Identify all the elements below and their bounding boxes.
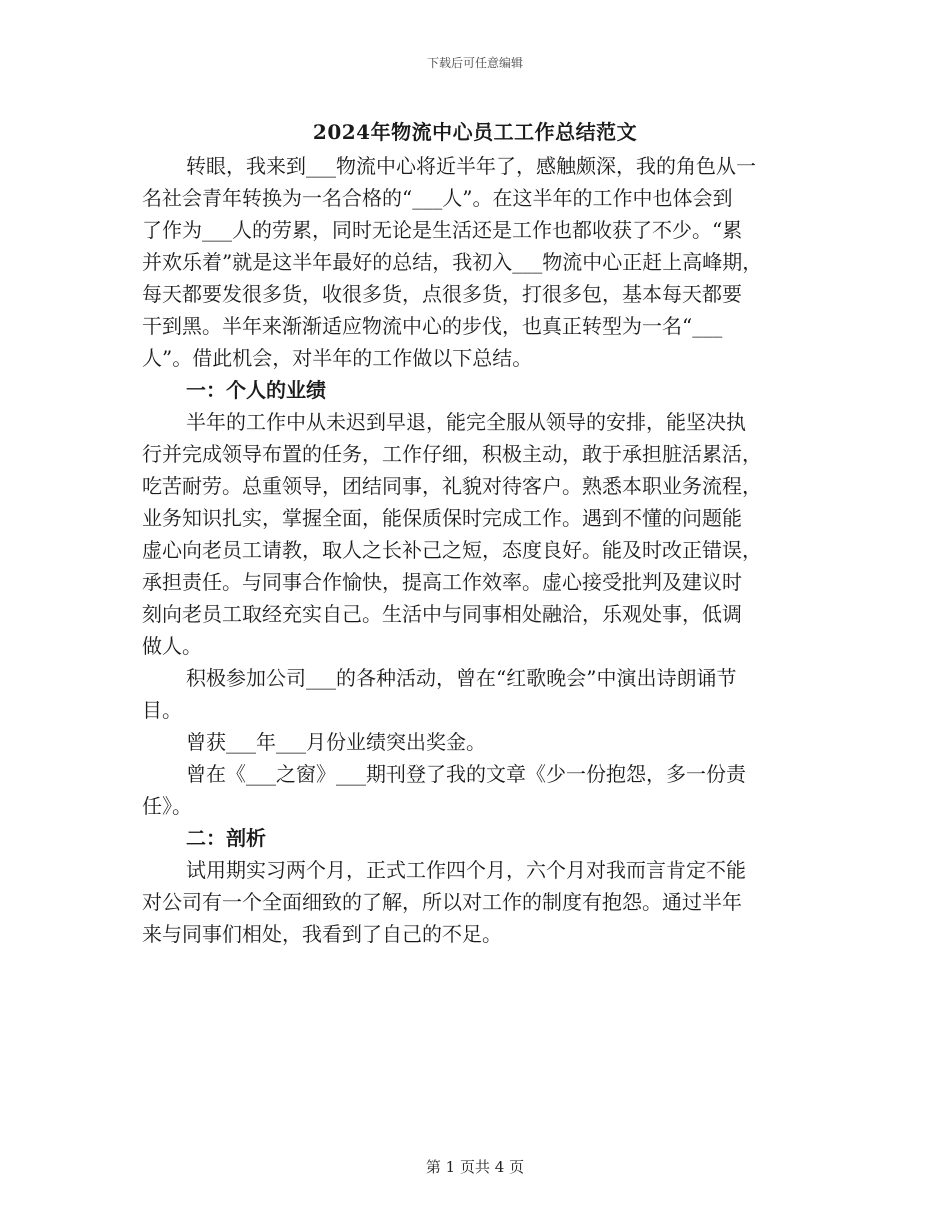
paragraph-line: 积极参加公司___的各种活动，曾在“红歌晚会”中演出诗朗诵节 — [186, 666, 737, 690]
section-heading: 二：剖析 — [186, 826, 266, 850]
paragraph-line: 业务知识扎实，掌握全面，能保质保时完成工作。遇到不懂的问题能 — [142, 506, 742, 530]
paragraph-line: 做人。 — [142, 634, 202, 658]
paragraph-line: 目。 — [142, 698, 182, 722]
paragraph-line: 虚心向老员工请教，取人之长补己之短，态度良好。能及时改正错误， — [142, 538, 762, 562]
paragraph-line: 承担责任。与同事合作愉快，提高工作效率。虚心接受批判及建议时 — [142, 570, 742, 594]
paragraph-line: 行并完成领导布置的任务，工作仔细，积极主动，敢于承担脏活累活， — [142, 442, 762, 466]
paragraph-line: 干到黑。半年来渐渐适应物流中心的步伐，也真正转型为一名“___ — [142, 314, 723, 338]
paragraph-line: 并欢乐着”就是这半年最好的总结，我初入___物流中心正赶上高峰期， — [142, 250, 763, 274]
document-title: 2024年物流中心员工工作总结范文 — [312, 120, 638, 144]
document-body — [142, 150, 814, 950]
paragraph-line: 曾获___年___月份业绩突出奖金。 — [186, 730, 486, 754]
paragraph-line: 了作为___人的劳累，同时无论是生活还是工作也都收获了不少。“累 — [142, 218, 743, 242]
paragraph-line: 来与同事们相处，我看到了自己的不足。 — [142, 922, 502, 946]
page-footer: 第 1 页共 4 页 — [425, 1158, 525, 1176]
section-heading: 一：个人的业绩 — [186, 378, 326, 402]
header-note: 下载后可任意编辑 — [426, 56, 523, 70]
paragraph-line: 刻向老员工取经充实自己。生活中与同事相处融洽，乐观处事，低调 — [142, 602, 742, 626]
paragraph-line: 人”。借此机会，对半年的工作做以下总结。 — [142, 346, 533, 370]
paragraph-line: 吃苦耐劳。总重领导，团结同事，礼貌对待客户。熟悉本职业务流程， — [142, 474, 762, 498]
paragraph-line: 每天都要发很多货，收很多货，点很多货，打很多包，基本每天都要 — [142, 282, 742, 306]
paragraph-line: 任》。 — [142, 794, 192, 818]
paragraph-line: 转眼，我来到___物流中心将近半年了，感触颇深，我的角色从一 — [186, 154, 756, 178]
paragraph-line: 试用期实习两个月，正式工作四个月，六个月对我而言肯定不能 — [186, 858, 746, 882]
paragraph-line: 对公司有一个全面细致的了解，所以对工作的制度有抱怨。通过半年 — [142, 890, 742, 914]
paragraph-line: 半年的工作中从未迟到早退，能完全服从领导的安排，能坚决执 — [186, 410, 746, 434]
paragraph-line: 曾在《___之窗》___期刊登了我的文章《少一份抱怨，多一份责 — [186, 762, 746, 786]
paragraph-line: 名社会青年转换为一名合格的“___人”。在这半年的工作中也体会到 — [142, 186, 733, 210]
